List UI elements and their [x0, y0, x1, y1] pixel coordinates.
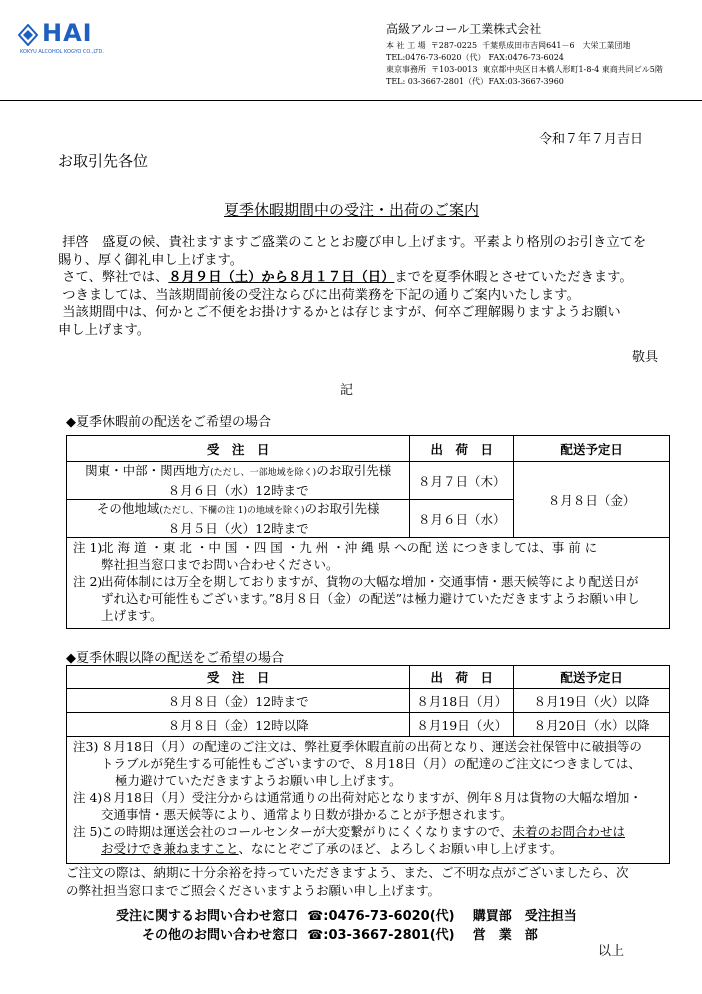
col-ship-date: 出 荷 日	[410, 436, 514, 462]
body-line: つきましては、当該期間前後の受注ならびに出荷業務を下記の通りご案内いたします。	[62, 287, 580, 303]
phone-icon-tel[interactable]: ☎:03-3667-2801(代)	[307, 928, 455, 943]
no-inquiry-notice: お受けでき兼ねますこと	[101, 841, 239, 856]
hq-address: 千葉県成田市吉岡641－6 大栄工業団地	[482, 41, 631, 50]
table-row	[67, 713, 670, 737]
document-date: 令和７年７月吉日	[539, 132, 644, 147]
holiday-period: ８月９日（土）から８月１７日（日）	[168, 270, 395, 286]
tokyo-label: 東京事務所	[386, 65, 426, 74]
closing-keigu: 敬具	[632, 350, 659, 365]
company-logo	[18, 19, 126, 58]
delivery-cell: ８月19日（火）以降	[514, 689, 670, 713]
body-line: 当該期間中は、何かとご不便をお掛けするかとは存じますが、何卒ご理解賜りますようお願い	[62, 305, 621, 321]
logo-mark-icon	[18, 24, 38, 46]
ki-marker: 記	[340, 383, 354, 398]
ship-cell: ８月19日（火）	[410, 713, 514, 737]
hq-label: 本 社 工 場	[386, 41, 426, 50]
section2-heading: ◆夏季休暇以降の配送をご希望の場合	[66, 651, 284, 666]
section1-heading: ◆夏季休暇前の配送をご希望の場合	[66, 415, 271, 430]
body-line: 申し上げます。	[58, 322, 151, 338]
pre-holiday-table	[66, 435, 670, 538]
note-item: 注3) ８月18日（月）の配達のご注文は、弊社夏季休暇直前の出荷となり、運送会社保管中に破損等の トラブルが発生する可能性もございますので、８月18日（月）の配達のご注文につきましては、 極力避けていただきますようお願い申し上げます。	[73, 739, 642, 788]
hq-postal: 〒287-0225	[430, 41, 478, 50]
addressee: お取引先各位	[58, 152, 149, 170]
body-line: 拝啓 盛夏の候、貴社ますますご盛業のこととお慶び申し上げます。平素より格別のお引き立てを	[62, 235, 647, 250]
delivery-cell: ８月８日（金）	[514, 462, 670, 538]
footer-line: ご注文の際は、納期に十分余裕を持っていただきますよう、また、ご不明な点がございましたら、次	[66, 865, 629, 880]
section2-notes	[66, 736, 670, 864]
note-item: 注 2) 出荷体制には万全を期しておりますが、貨物の大幅な増加・交通事情・悪天候等により配送日が ずれ込む可能性もございます。”8月８日（金）の配送”は極力避けていただきますようお願い申し 上げます。	[73, 574, 640, 623]
ship-cell: ８月７日（木）	[410, 462, 514, 500]
footer-text	[66, 864, 676, 900]
company-name: 高級アルコール工業株式会社	[386, 22, 542, 36]
hq-address-row	[386, 40, 696, 52]
note-item: 注 4) ８月18日（月）受注分からは通常通りの出荷対応となりますが、例年８月は貨物の大幅な増加・ 交通事情・悪天候等により、通常より日数が掛かることが予想されます。	[73, 790, 642, 822]
tokyo-fax: FAX:03-3667-3960	[488, 77, 564, 86]
body-line: 賜り、厚く御礼申し上げます。	[58, 252, 244, 268]
tokyo-postal: 〒103-0013	[431, 65, 478, 74]
hq-contact-row	[386, 52, 696, 64]
tokyo-address: 東京都中央区日本橋人形町1-8-4 東商共同ビル5階	[482, 65, 663, 74]
logo-text: HAI	[42, 19, 93, 47]
letter-body	[58, 234, 668, 340]
col-order-date: 受 注 日	[67, 436, 410, 462]
hq-tel: TEL:0476-73-6020（代）	[386, 53, 486, 62]
company-info	[386, 22, 696, 88]
contact-order: 受注に関するお問い合わせ窓口 ☎:0476-73-6020(代) 購買部 受注担当	[116, 909, 577, 924]
ship-cell: ８月18日（月）	[410, 689, 514, 713]
order-cell: 関東・中部・関西地方(ただし、一部地域を除く)のお取引先様 ８月６日（水）12時まで	[67, 462, 410, 500]
table-row	[67, 689, 670, 713]
col-delivery-date: 配送予定日	[514, 666, 670, 689]
document-title: 夏季休暇期間中の受注・出荷のご案内	[224, 201, 480, 219]
footer-line: の弊社担当窓口までご照会くださいますようお願い申し上げます。	[66, 883, 441, 898]
header-divider	[0, 100, 702, 101]
tokyo-tel: TEL: 03-3667-2801（代）	[386, 77, 489, 86]
col-delivery-date: 配送予定日	[514, 436, 670, 462]
no-inquiry-notice: 未着のお問合わせは	[512, 824, 626, 839]
post-holiday-table	[66, 665, 670, 737]
table-row	[67, 462, 670, 500]
logo-subtitle: KOKYU ALCOHOL KOGYO CO.,LTD.	[20, 49, 104, 55]
hq-fax: FAX:0476-73-6024	[488, 53, 564, 62]
delivery-cell: ８月20日（水）以降	[514, 713, 670, 737]
ship-cell: ８月６日（水）	[410, 500, 514, 538]
closing-ijou: 以上	[598, 944, 625, 959]
body-line: さて、弊社では、８月９日（土）から８月１７日（日）までを夏季休暇とさせていただきます。	[62, 270, 633, 286]
phone-icon-tel[interactable]: ☎:0476-73-6020(代)	[307, 909, 455, 924]
contact-other: その他のお問い合わせ窓口 ☎:03-3667-2801(代) 営 業 部	[142, 928, 538, 943]
section1-notes	[66, 537, 670, 629]
col-order-date: 受 注 日	[67, 666, 410, 689]
order-cell: その他地域(ただし、下欄の注 1)の地域を除く)のお取引先様 ８月５日（火）12時まで	[67, 500, 410, 538]
note-item: 注 5) この時期は運送会社のコールセンターが大変繋がりにくくなりますので、未着のお問合わせは お受けでき兼ねますこと、なにとぞご了承のほど、よろしくお願い申し上げます。	[73, 824, 626, 856]
tokyo-contact-row	[386, 76, 696, 88]
note-item: 注 1) 北 海 道 ・東 北 ・中 国 ・四 国 ・九 州 ・沖 縄 県 への配 送 につきましては、事 前 に 弊社担当窓口までお問い合わせください。	[73, 540, 598, 572]
tokyo-address-row	[386, 64, 696, 76]
order-cell: ８月８日（金）12時まで	[67, 689, 410, 713]
order-cell: ８月８日（金）12時以降	[67, 713, 410, 737]
col-ship-date: 出 荷 日	[410, 666, 514, 689]
